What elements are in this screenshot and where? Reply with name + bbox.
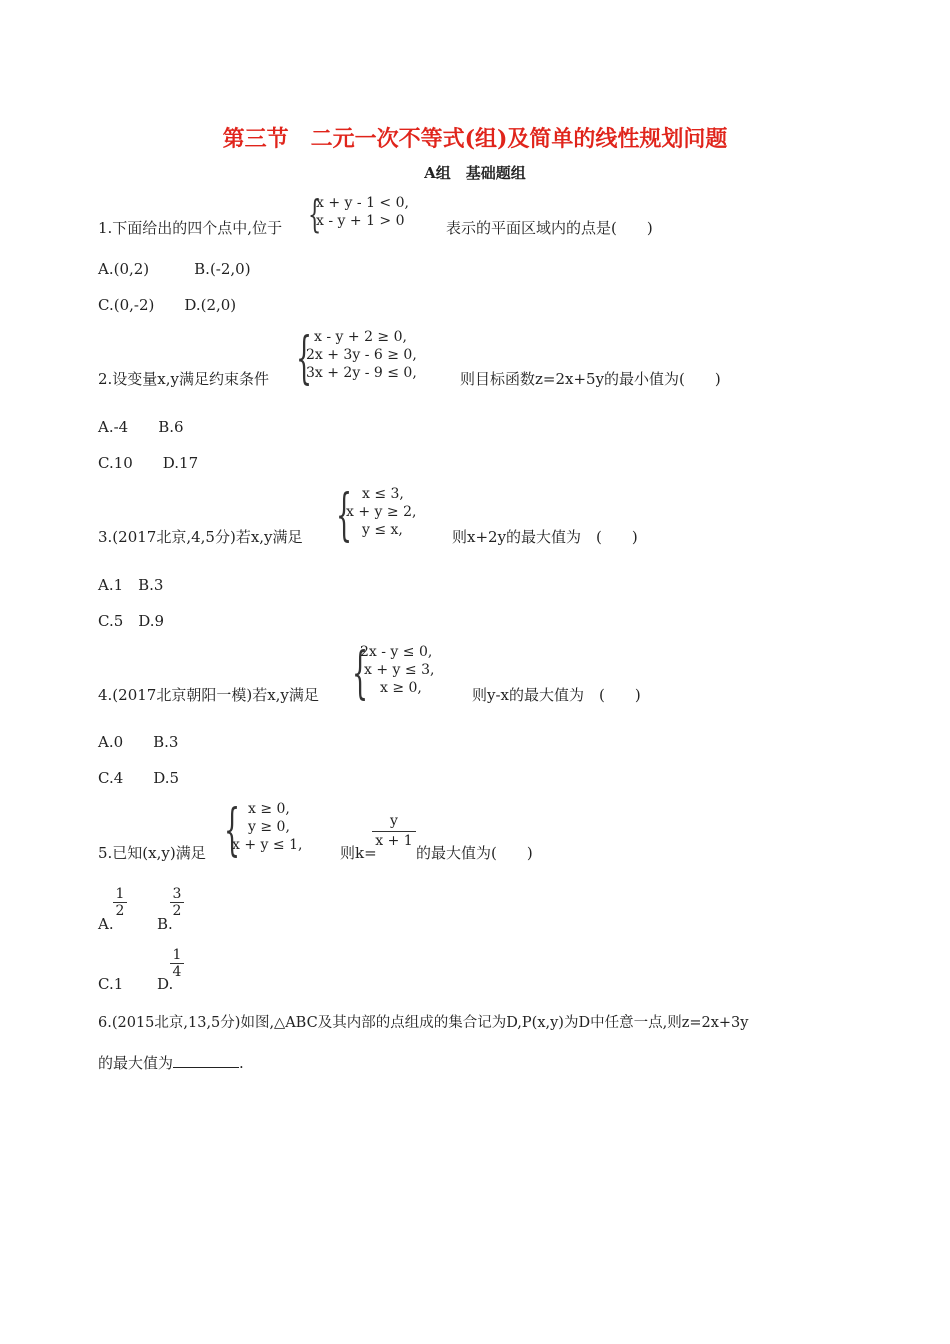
q5-optD-den: 4 [172, 964, 182, 980]
q5-k-prefix: 则k= [340, 844, 377, 862]
q4-system [352, 641, 472, 706]
q4-eq1: 2x - y ≤ 0, [360, 644, 433, 660]
answer-blank[interactable] [173, 1055, 239, 1068]
q5-optB-num: 3 [170, 886, 184, 903]
brace-icon: { [224, 798, 241, 863]
brace-icon: { [336, 483, 353, 548]
q5-k-fraction [372, 812, 416, 851]
q3-options-row1: A.1 B.3 [98, 576, 164, 594]
q2-suffix: 则目标函数z=2x+5y的最小值为( ) [460, 370, 721, 388]
q5-eq2: y ≥ 0, [248, 819, 290, 835]
q1-options-row1: A.(0,2) B.(-2,0) [98, 260, 251, 278]
q3-eq2: x + y ≥ 2, [346, 504, 417, 520]
q3-system [336, 483, 446, 548]
q6-line2-suffix: . [239, 1054, 244, 1072]
q5-optA-fraction [113, 886, 127, 919]
q3-suffix: 则x+2y的最大值为 ( ) [452, 528, 638, 546]
q5-optA-num: 1 [113, 886, 127, 903]
q5-prefix: 5.已知(x,y)满足 [98, 844, 206, 862]
q2-options-row2: C.10 D.17 [98, 454, 199, 472]
q5-optD-fraction [170, 947, 184, 980]
q1-prefix: 1.下面给出的四个点中,位于 [98, 219, 283, 237]
q6-line2-prefix: 的最大值为 [98, 1054, 174, 1072]
q5-optD-num: 1 [170, 947, 184, 964]
q1-eq1: x + y - 1 < 0, [316, 195, 409, 211]
q5-optB-den: 2 [172, 903, 182, 919]
q4-prefix: 4.(2017北京朝阳一模)若x,y满足 [98, 686, 319, 704]
q3-prefix: 3.(2017北京,4,5分)若x,y满足 [98, 528, 303, 546]
brace-icon: { [352, 641, 369, 706]
q4-eq2: x + y ≤ 3, [364, 662, 435, 678]
q4-options-row2: C.4 D.5 [98, 769, 180, 787]
q5-eq3: x + y ≤ 1, [232, 837, 303, 853]
q2-eq2: 2x + 3y - 6 ≥ 0, [306, 347, 417, 363]
q5-optC: C.1 [98, 975, 124, 993]
q5-optB-fraction [170, 886, 184, 919]
brace-icon: { [296, 326, 313, 391]
q5-k-numerator: y [372, 812, 416, 832]
q5-optA-den: 2 [115, 903, 125, 919]
q2-eq3: 3x + 2y - 9 ≤ 0, [306, 365, 417, 381]
page-title: 第三节 二元一次不等式(组)及简单的线性规划问题 [222, 126, 728, 152]
q1-options-row2: C.(0,-2) D.(2,0) [98, 296, 237, 314]
q2-eq1: x - y + 2 ≥ 0, [314, 329, 407, 345]
q3-eq3: y ≤ x, [362, 522, 403, 538]
q5-k-denominator: x + 1 [375, 833, 413, 849]
q5-system [224, 798, 334, 863]
q3-options-row2: C.5 D.9 [98, 612, 165, 630]
q2-system [296, 326, 456, 391]
q4-eq3: x ≥ 0, [380, 680, 422, 696]
q4-suffix: 则y-x的最大值为 ( ) [472, 686, 641, 704]
q5-optB-label: B. [157, 915, 173, 933]
q5-optA-label: A. [98, 915, 114, 933]
q5-suffix: 的最大值为( ) [416, 844, 533, 862]
q3-eq1: x ≤ 3, [362, 486, 404, 502]
q6-line1: 6.(2015北京,13,5分)如图,△ABC及其内部的点组成的集合记为D,P(x,y)为D中任意一点,则z=2x+3y [98, 1015, 749, 1031]
group-label: A组 基础题组 [424, 164, 526, 182]
q2-prefix: 2.设变量x,y满足约束条件 [98, 370, 270, 388]
brace-icon: { [308, 192, 322, 236]
q5-eq1: x ≥ 0, [248, 801, 290, 817]
q1-system [308, 194, 448, 234]
q1-eq2: x - y + 1 > 0 [316, 213, 405, 229]
q6-line2 [98, 1052, 244, 1073]
q1-suffix: 表示的平面区域内的点是( ) [446, 219, 653, 237]
q2-options-row1: A.-4 B.6 [98, 418, 184, 436]
q5-optD-label: D. [157, 975, 174, 993]
q4-options-row1: A.0 B.3 [98, 733, 179, 751]
